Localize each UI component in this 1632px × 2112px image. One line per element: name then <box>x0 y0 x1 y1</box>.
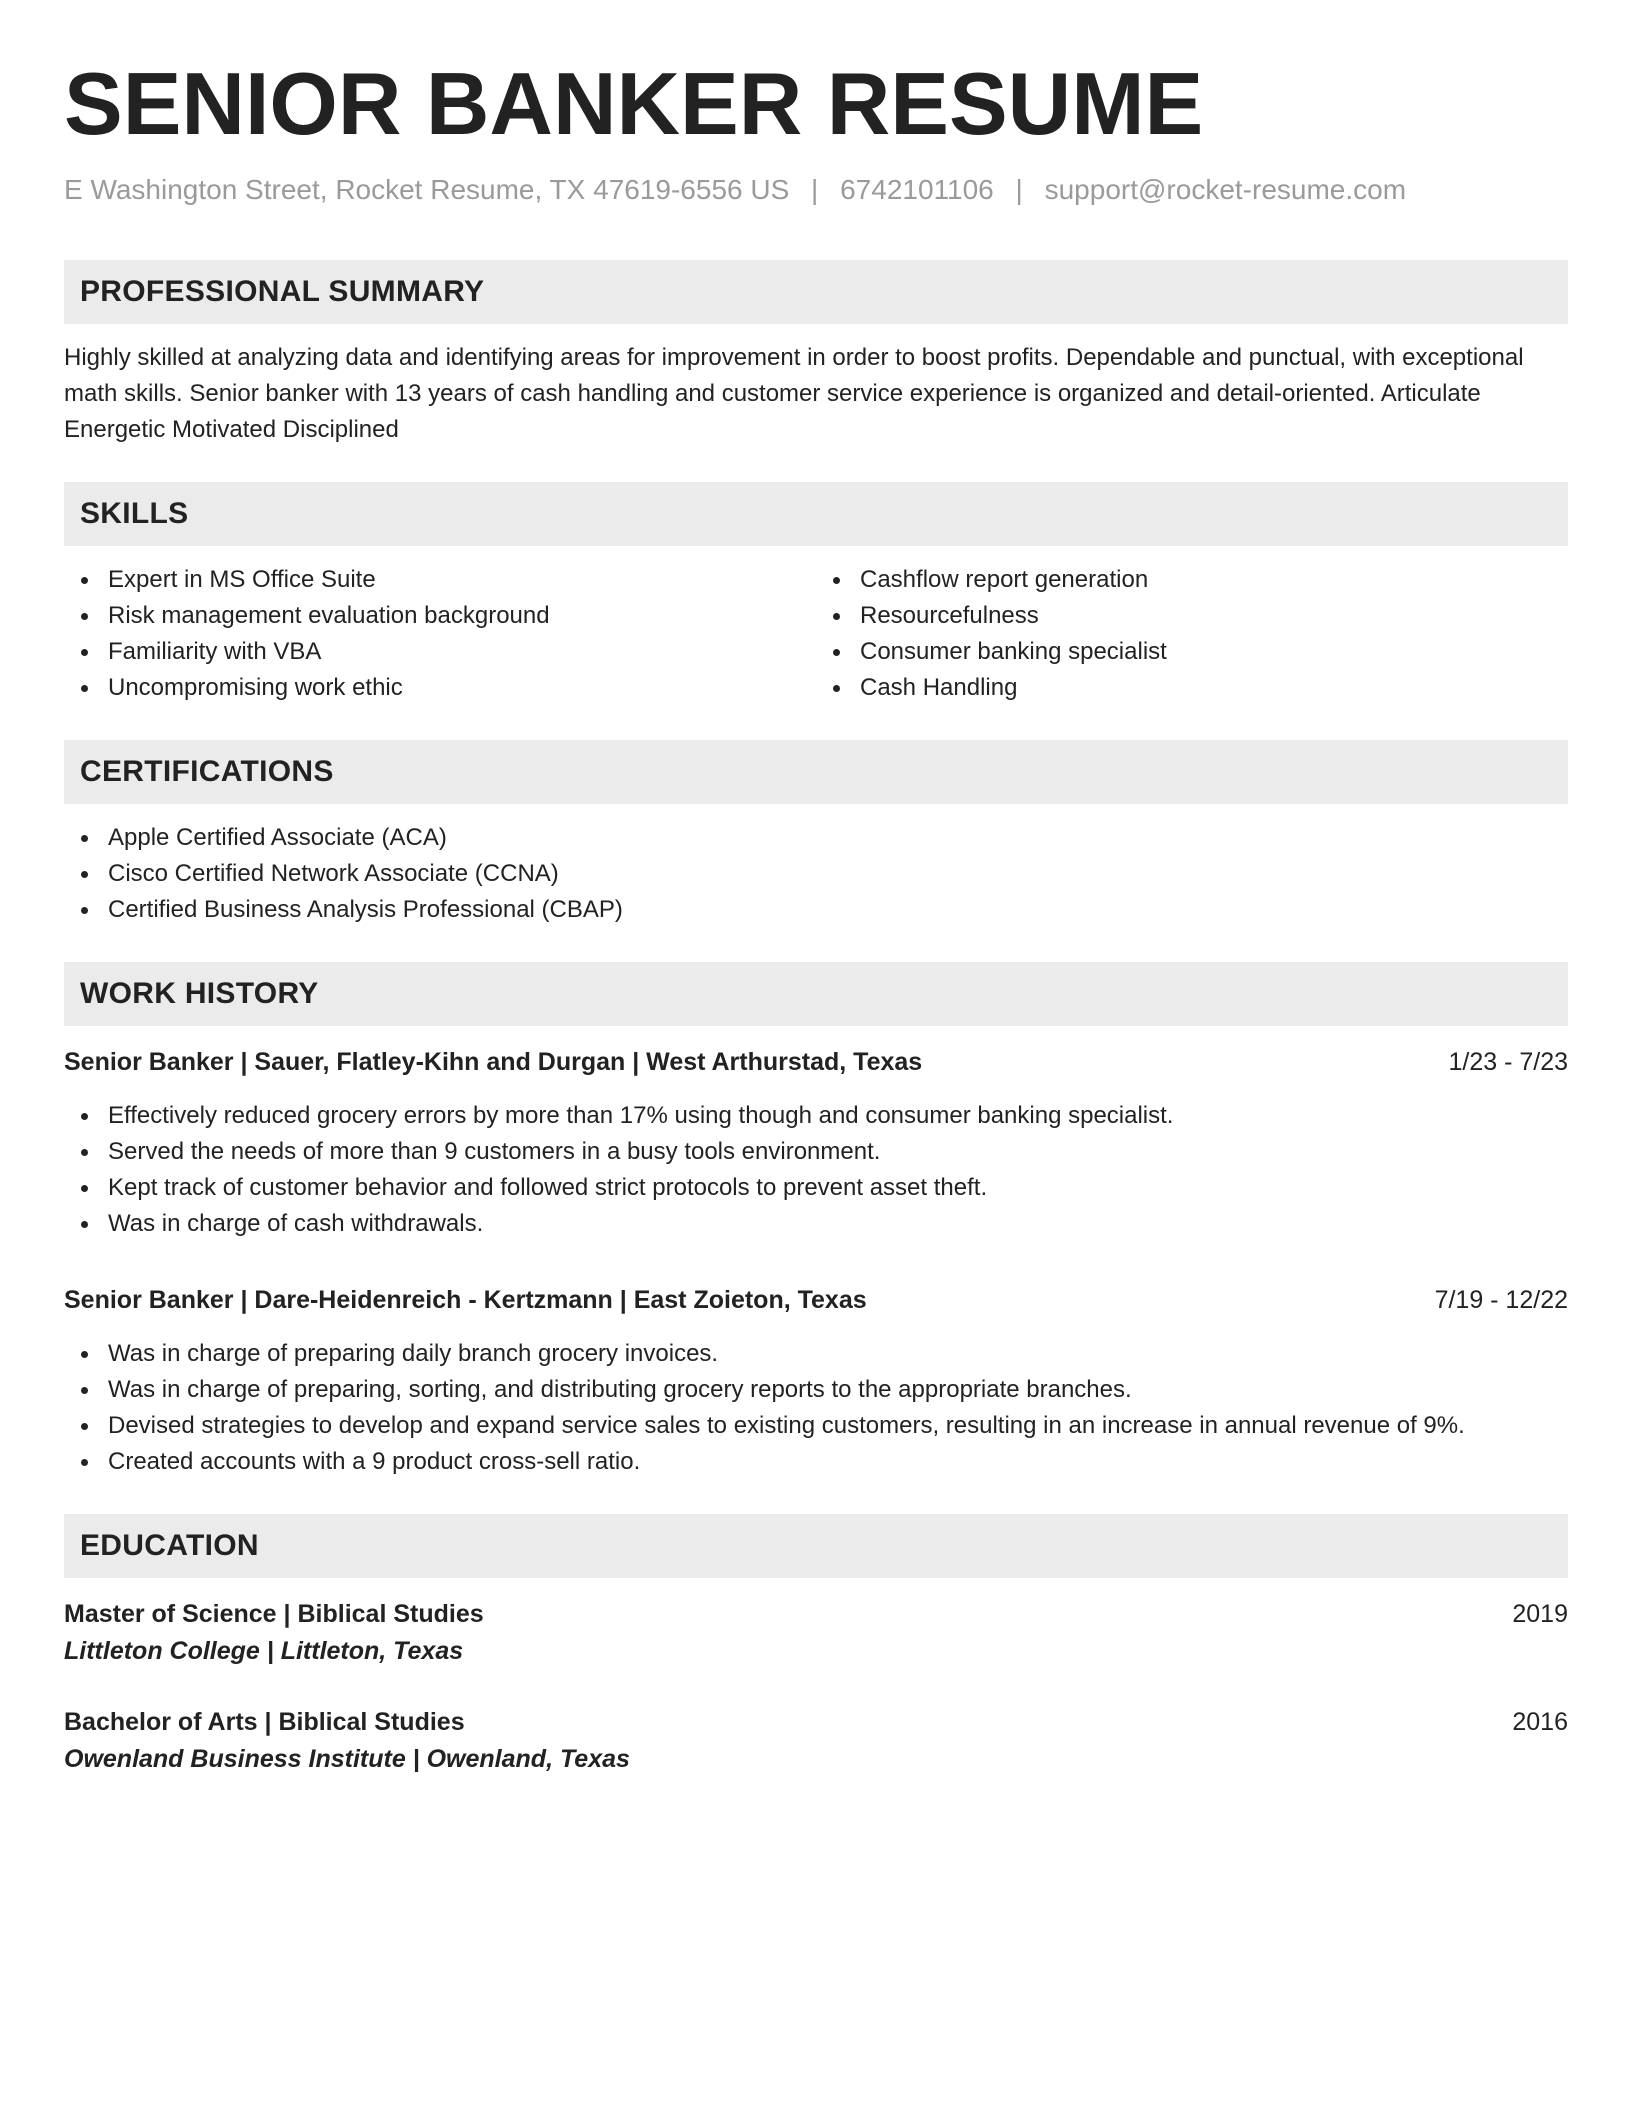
skill-item: Uncompromising work ethic <box>108 670 816 706</box>
skills-grid <box>64 562 1568 706</box>
job-bullet: Was in charge of cash withdrawals. <box>108 1206 1568 1242</box>
contact-phone: 6742101106 <box>840 174 994 205</box>
section-header-education <box>64 1514 1568 1578</box>
section-title: WORK HISTORY <box>80 977 319 1010</box>
job-bullet: Was in charge of preparing, sorting, and distributing grocery reports to the appropriate branches. <box>108 1372 1568 1408</box>
summary-text: Highly skilled at analyzing data and identifying areas for improvement in order to boost profits. Dependable and punctual, with exceptional math skills. Senior banker with 13 years of cash handling and customer service experience is organized and detail-oriented. Articulate Energetic Motivated Disciplined <box>64 344 1524 443</box>
education-degree: Master of Science | Biblical Studies <box>64 1600 484 1628</box>
section-title: SKILLS <box>80 497 189 530</box>
skill-item: Familiarity with VBA <box>108 634 816 670</box>
skill-item: Expert in MS Office Suite <box>108 562 816 598</box>
skill-item: Resourcefulness <box>860 598 1568 634</box>
section-header-work-history <box>64 962 1568 1026</box>
section-title: PROFESSIONAL SUMMARY <box>80 275 485 308</box>
certifications-list <box>64 820 1568 928</box>
job-bullet: Effectively reduced grocery errors by more than 17% using though and consumer banking specialist. <box>108 1098 1568 1134</box>
skills-list-right <box>816 562 1568 706</box>
contact-address: E Washington Street, Rocket Resume, TX 47619-6556 US <box>64 174 790 205</box>
job-bullets <box>64 1336 1568 1480</box>
skill-item: Consumer banking specialist <box>860 634 1568 670</box>
education-heading-row <box>64 1596 1568 1632</box>
contact-email: support@rocket-resume.com <box>1044 174 1407 205</box>
education-year: 2019 <box>1512 1600 1568 1628</box>
job-bullet: Was in charge of preparing daily branch grocery invoices. <box>108 1336 1568 1372</box>
certification-item: Cisco Certified Network Associate (CCNA) <box>108 856 1568 892</box>
skill-item: Cashflow report generation <box>860 562 1568 598</box>
job-heading-row <box>64 1044 1568 1080</box>
skill-item: Cash Handling <box>860 670 1568 706</box>
section-header-certifications <box>64 740 1568 804</box>
job-bullet: Served the needs of more than 9 customers in a busy tools environment. <box>108 1134 1568 1170</box>
job-bullets <box>64 1098 1568 1242</box>
education-school: Owenland Business Institute | Owenland, Texas <box>64 1745 630 1773</box>
skill-item: Risk management evaluation background <box>108 598 816 634</box>
section-title: CERTIFICATIONS <box>80 755 334 788</box>
section-header-skills <box>64 482 1568 546</box>
job-bullet: Devised strategies to develop and expand service sales to existing customers, resulting in an increase in annual revenue of 9%. <box>108 1408 1568 1444</box>
education-heading-row <box>64 1704 1568 1740</box>
job-title: Senior Banker | Sauer, Flatley-Kihn and Durgan | West Arthurstad, Texas <box>64 1048 923 1076</box>
contact-separator: | <box>1015 174 1023 205</box>
section-title: EDUCATION <box>80 1529 259 1562</box>
job-bullet: Created accounts with a 9 product cross-sell ratio. <box>108 1444 1568 1480</box>
education-year: 2016 <box>1512 1708 1568 1736</box>
job-dates: 1/23 - 7/23 <box>1448 1048 1568 1076</box>
job-heading-row <box>64 1282 1568 1318</box>
section-header-summary <box>64 260 1568 324</box>
skills-list-left <box>64 562 816 706</box>
job-dates: 7/19 - 12/22 <box>1434 1286 1568 1314</box>
certification-item: Apple Certified Associate (ACA) <box>108 820 1568 856</box>
education-degree: Bachelor of Arts | Biblical Studies <box>64 1708 465 1736</box>
contact-separator: | <box>811 174 819 205</box>
education-school: Littleton College | Littleton, Texas <box>64 1637 464 1665</box>
contact-line <box>64 170 1568 210</box>
job-bullet: Kept track of customer behavior and followed strict protocols to prevent asset theft. <box>108 1170 1568 1206</box>
resume-title: SENIOR BANKER RESUME <box>64 54 1204 153</box>
job-title: Senior Banker | Dare-Heidenreich - Kertzmann | East Zoieton, Texas <box>64 1286 867 1314</box>
certification-item: Certified Business Analysis Professional (CBAP) <box>108 892 1568 928</box>
